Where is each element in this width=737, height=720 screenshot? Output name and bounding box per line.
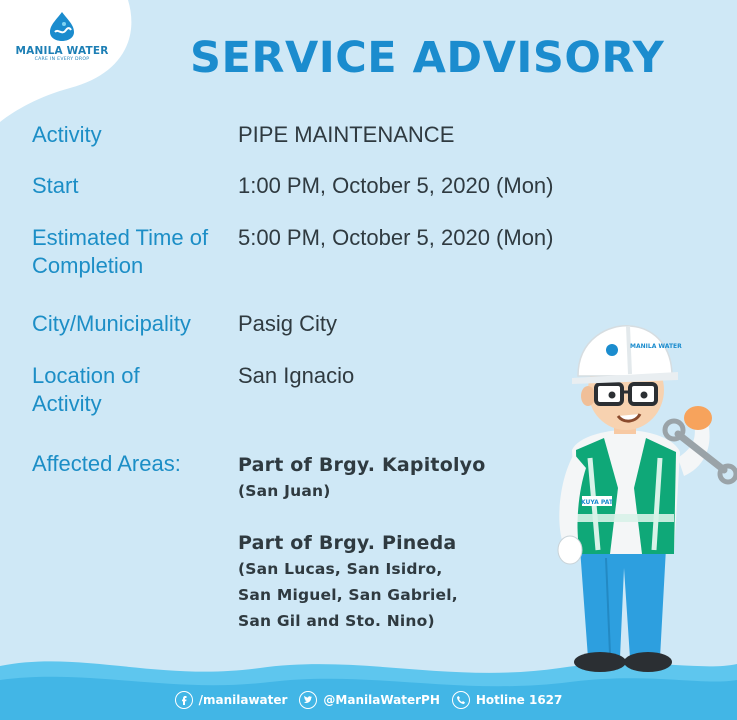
completion-value: 5:00 PM, October 5, 2020 (Mon) [238, 225, 554, 250]
facebook-contact[interactable] [175, 691, 288, 709]
area-group-sub: San Gil and Sto. Nino) [238, 612, 435, 630]
facebook-icon [175, 691, 193, 709]
area-group-sub: (San Lucas, San Isidro, [238, 560, 443, 578]
activity-label: Activity [32, 122, 102, 147]
area-group-head: Part of Brgy. Pineda [238, 532, 457, 554]
location-value: San Ignacio [238, 363, 355, 388]
area-group-sub: San Miguel, San Gabriel, [238, 586, 458, 604]
area-group-sub: (San Juan) [238, 482, 331, 500]
water-drop-logo-icon [42, 10, 82, 42]
area-group-head: Part of Brgy. Kapitolyo [238, 454, 486, 476]
city-value: Pasig City [238, 311, 338, 336]
page-title: SERVICE ADVISORY [190, 33, 665, 83]
hat-badge-text: MANILA WATER [630, 343, 682, 350]
mascot-illustration [538, 318, 737, 680]
affected-areas-label: Affected Areas: [32, 451, 181, 476]
twitter-handle: @ManilaWaterPH [323, 693, 440, 707]
brand-logo [14, 10, 110, 62]
footer-contacts [0, 688, 737, 712]
mascot-nametag: KUYA PAT [580, 499, 614, 506]
completion-label: Estimated Time of Completion [32, 225, 209, 278]
twitter-icon [299, 691, 317, 709]
start-label: Start [32, 173, 79, 198]
start-value: 1:00 PM, October 5, 2020 (Mon) [238, 173, 554, 198]
hotline-contact[interactable] [452, 691, 563, 709]
location-label: Location of Activity [32, 363, 140, 416]
brand-name: MANILA WATER [15, 45, 109, 57]
phone-icon [452, 691, 470, 709]
twitter-contact[interactable] [299, 691, 439, 709]
city-label: City/Municipality [32, 311, 191, 336]
hotline-number: Hotline 1627 [475, 693, 563, 707]
brand-tagline: CARE IN EVERY DROP [34, 57, 90, 62]
activity-value: PIPE MAINTENANCE [238, 122, 455, 147]
facebook-handle: /manilawater [198, 693, 288, 707]
